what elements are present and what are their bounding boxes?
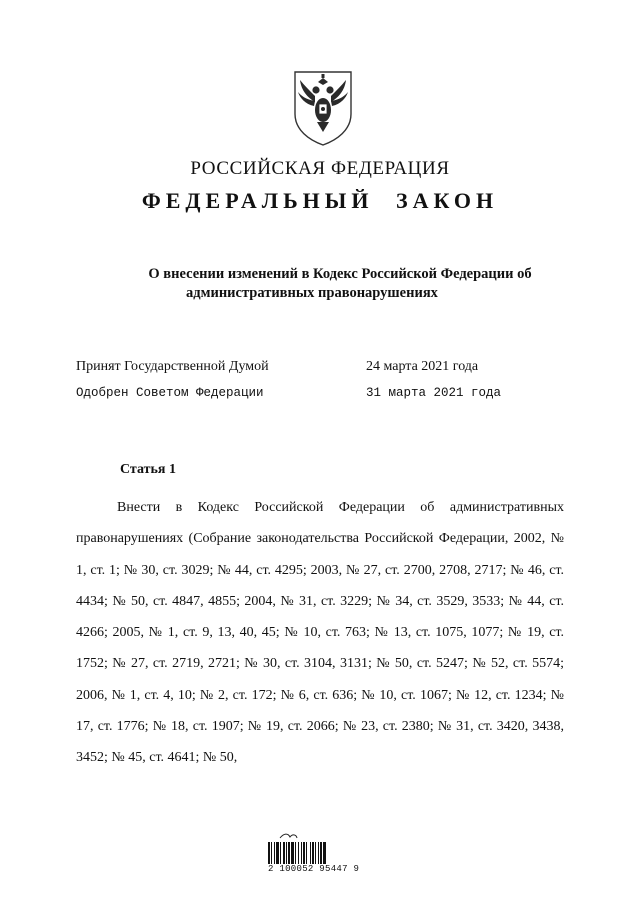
country-name: РОССИЙСКАЯ ФЕДЕРАЦИЯ	[190, 158, 450, 179]
double-headed-eagle-icon	[291, 68, 355, 148]
law-title-line-2: административных правонарушениях	[186, 285, 438, 301]
document-type-title: ФЕДЕРАЛЬНЫЙ ЗАКОН	[141, 188, 499, 213]
adoption-date: 24 марта 2021 года	[366, 359, 479, 374]
law-title	[110, 265, 570, 303]
article-heading: Статья 1	[120, 462, 176, 477]
article-body-text: Внести в Кодекс Российской Федерации об административных правонарушениях (Собрание законодательства Российской Федерации, 2002, № 1, ст. 1; № 30, ст. 3029; № 44, ст. 4295; 2003, № 27, ст. 2700, 2708, 2717; № 46, ст. 4434; № 50, ст. 4847, 4855; 2004, № 31, ст. 3229; № 34, ст. 3529, 3533; № 44, ст. 4266; 2005, № 1, ст. 9, 13, 40, 45; № 10, ст. 763; № 13, ст. 1075, 1077; № 19, ст. 1752; № 27, ст. 2719, 2721; № 30, ст. 3104, 3131; № 50, ст. 5247; № 52, ст. 5574; 2006, № 1, ст. 4, 10; № 2, ст. 172; № 6, ст. 636; № 10, ст. 1067; № 12, ст. 1234; № 17, ст. 1776; № 18, ст. 1907; № 19, ст. 2066; № 23, ст. 2380; № 31, ст. 3420, 3438, 3452; № 45, ст. 4641; № 50,	[76, 500, 564, 766]
barcode-icon	[266, 832, 360, 866]
adoption-date: 31 марта 2021 года	[366, 386, 502, 400]
barcode-number: 2 100052 95447 9	[268, 864, 360, 874]
coat-of-arms-emblem	[291, 68, 355, 148]
law-title-line-1: О внесении изменений в Кодекс Российской Федерации об	[148, 266, 532, 282]
adoption-label: Принят Государственной Думой	[76, 359, 269, 374]
adoption-label: Одобрен Советом Федерации	[76, 386, 264, 400]
barcode	[266, 832, 360, 890]
